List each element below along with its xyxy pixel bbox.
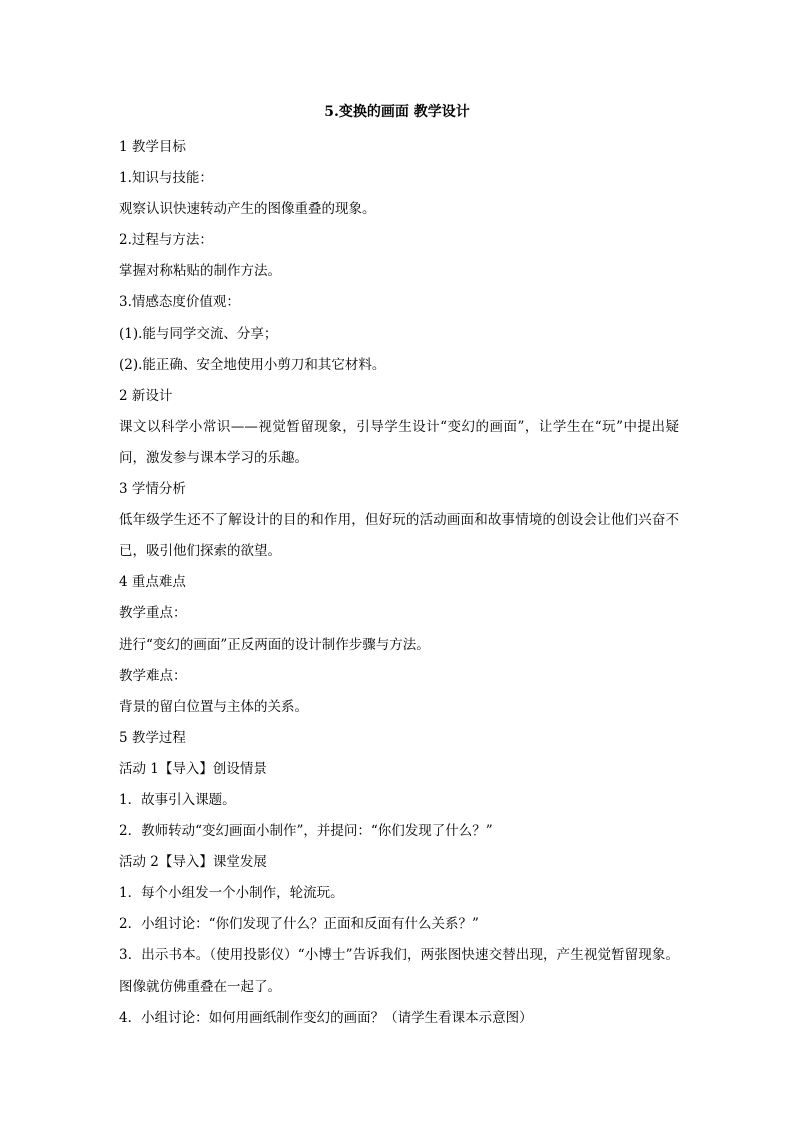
section-heading-key-points: 4 重点难点	[119, 574, 186, 591]
paragraph: 低年级学生还不了解设计的目的和作用，但好玩的活动画面和故事情境的创设会让他们兴奋不已，吸引他们探索的欲望。	[119, 512, 679, 560]
subheading-teaching-focus: 教学重点：	[119, 605, 187, 622]
list-item: (1).能与同学交流、分享；	[119, 325, 278, 342]
text-line: 进行“变幻的画面”正反两面的设计制作步骤与方法。	[119, 636, 430, 653]
list-item: 2．教师转动“变幻画面小制作”，并提问：“你们发现了什么？”	[119, 823, 493, 840]
document-title: 5.变换的画面 教学设计	[324, 104, 470, 120]
activity-heading: 活动 2【导入】课堂发展	[119, 854, 267, 871]
list-item: 4．小组讨论：如何用画纸制作变幻的画面？（请学生看课本示意图）	[119, 1009, 533, 1026]
activity-heading: 活动 1【导入】创设情景	[119, 760, 267, 777]
list-item: 2．小组讨论：“你们发现了什么？正面和反面有什么关系？”	[119, 916, 479, 933]
section-heading-new-design: 2 新设计	[119, 387, 173, 404]
list-item: 1．每个小组发一个小制作，轮流玩。	[119, 885, 344, 902]
text-line: 掌握对称粘贴的制作方法。	[119, 263, 281, 280]
subheading-process-method: 2.过程与方法：	[119, 232, 213, 249]
subheading-knowledge-skills: 1.知识与技能：	[119, 170, 213, 187]
section-heading-objectives: 1 教学目标	[119, 139, 186, 155]
paragraph: 课文以科学小常识——视觉暂留现象，引导学生设计“变幻的画面”，让学生在“玩”中提出疑问，激发参与课本学习的乐趣。	[119, 418, 679, 466]
document-body	[119, 132, 679, 1034]
text-line: 观察认识快速转动产生的图像重叠的现象。	[119, 201, 376, 218]
text-line: 背景的留白位置与主体的关系。	[119, 698, 308, 715]
subheading-emotion-values: 3.情感态度价值观：	[119, 294, 240, 311]
list-item: 1．故事引入课题。	[119, 791, 236, 808]
list-item: 3．出示书本。（使用投影仪）“小博士”告诉我们，两张图快速交替出现，产生视觉暂留现象。图像就仿佛重叠在一起了。	[119, 947, 679, 995]
section-heading-student-analysis: 3 学情分析	[119, 481, 186, 498]
subheading-teaching-difficulty: 教学难点：	[119, 667, 187, 684]
list-item: (2).能正确、安全地使用小剪刀和其它材料。	[119, 356, 386, 373]
section-heading-teaching-process: 5 教学过程	[119, 729, 186, 746]
